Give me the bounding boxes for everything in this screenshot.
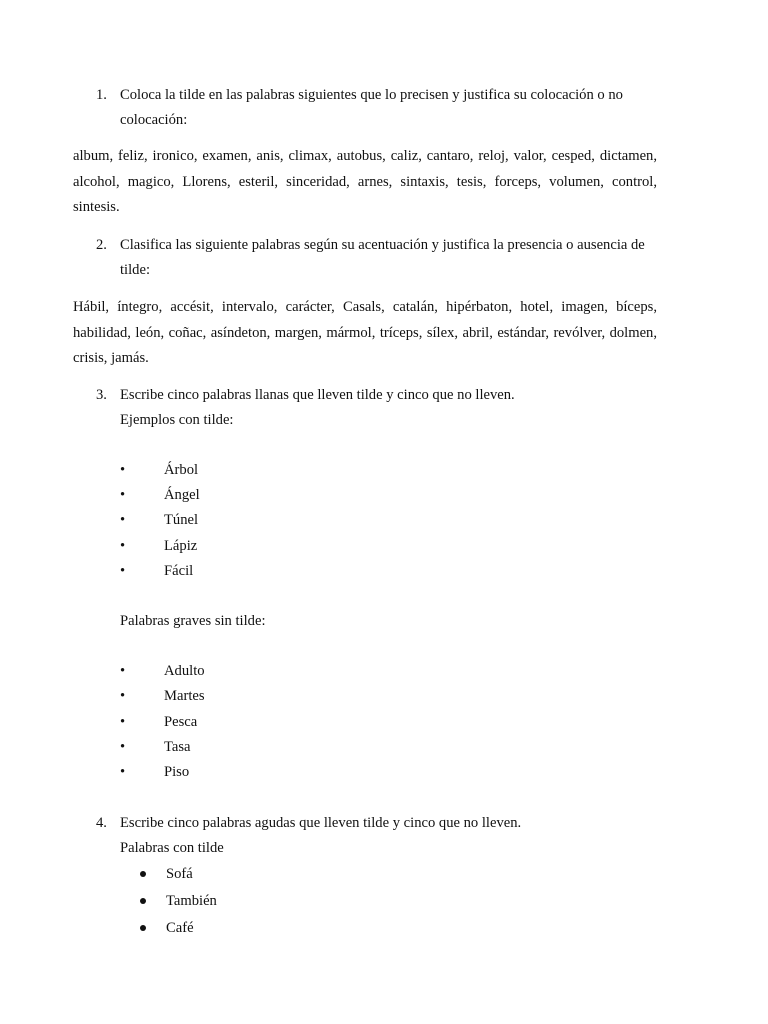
- list-item-text: También: [166, 893, 217, 909]
- question-3: [96, 383, 658, 408]
- question-1: [96, 83, 658, 133]
- bullet-icon: •: [120, 739, 126, 755]
- list-item-text: Sofá: [166, 866, 193, 882]
- bullet-icon: •: [120, 512, 126, 528]
- question-instruction: Coloca la tilde en las palabras siguientes que lo precisen y justifica su colocación o no colocación:: [120, 87, 623, 128]
- list-item-text: Túnel: [164, 512, 199, 528]
- bullet-icon: •: [120, 688, 126, 704]
- question-instruction: Escribe cinco palabras llanas que lleven tilde y cinco que no lleven.: [120, 387, 515, 403]
- question-number: 1.: [96, 87, 107, 103]
- list-item-text: Árbol: [164, 462, 199, 478]
- list-item-text: Piso: [164, 764, 190, 780]
- group-label: Palabras graves sin tilde:: [120, 613, 266, 629]
- word-list-1: album, feliz, ironico, examen, anis, climax, autobus, caliz, cantaro, reloj, valor, cesped, dictamen, alcohol, magico, Llorens, esteril, sinceridad, arnes, sintaxis, tesis, forceps, volumen, control, sintesis.: [73, 148, 657, 215]
- list-item-text: Lápiz: [164, 538, 198, 554]
- list-item-text: Fácil: [164, 563, 194, 579]
- question-instruction: Escribe cinco palabras agudas que lleven tilde y cinco que no lleven.: [120, 815, 522, 831]
- group-label: Ejemplos con tilde:: [120, 412, 234, 428]
- list-item-text: Adulto: [164, 663, 205, 679]
- list-item-text: Café: [166, 920, 194, 936]
- bullet-icon: •: [120, 714, 126, 730]
- question-number: 4.: [96, 815, 107, 831]
- question-number: 3.: [96, 387, 107, 403]
- question-instruction: Clasifica las siguiente palabras según su acentuación y justifica la presencia o ausencia de tilde:: [120, 237, 645, 278]
- bullet-icon: [140, 925, 146, 931]
- bullet-icon: •: [120, 487, 126, 503]
- list-item-text: Pesca: [164, 714, 198, 730]
- question-number: 2.: [96, 237, 107, 253]
- bullet-icon: •: [120, 663, 126, 679]
- bullet-icon: •: [120, 563, 126, 579]
- question-4: [96, 811, 658, 836]
- bullet-icon: •: [120, 538, 126, 554]
- list-item-text: Ángel: [164, 487, 200, 503]
- bullet-icon: •: [120, 462, 126, 478]
- bullet-icon: •: [120, 764, 126, 780]
- list-item-text: Martes: [164, 688, 205, 704]
- group-label: Palabras con tilde: [120, 840, 224, 856]
- word-list-2: Hábil, íntegro, accésit, intervalo, carácter, Casals, catalán, hipérbaton, hotel, imagen, bíceps, habilidad, león, coñac, asíndeton, margen, mármol, tríceps, sílex, abril, estándar, revólver, dolmen, crisis, jamás.: [73, 299, 657, 366]
- list-item-text: Tasa: [164, 739, 191, 755]
- question-2: [96, 233, 658, 283]
- bullet-icon: [140, 871, 146, 877]
- bullet-icon: [140, 898, 146, 904]
